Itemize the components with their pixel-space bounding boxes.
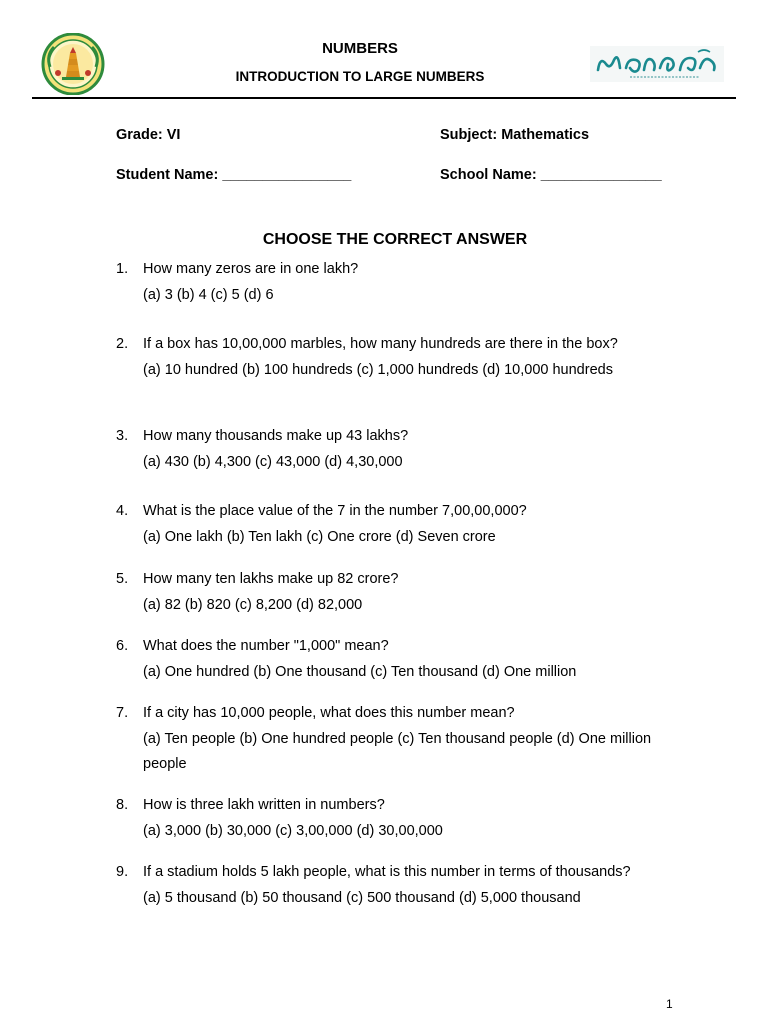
question-number: 7.	[116, 705, 129, 721]
question-text: How many ten lakhs make up 82 crore?	[143, 571, 399, 587]
question-text: If a stadium holds 5 lakh people, what is this number in terms of thousands?	[143, 864, 631, 880]
answer-options: (a) 10 hundred (b) 100 hundreds (c) 1,000 hundreds (d) 10,000 hundreds	[143, 361, 613, 378]
question-number: 5.	[116, 571, 129, 587]
document-subtitle: INTRODUCTION TO LARGE NUMBERS	[235, 69, 485, 84]
page-number: 1	[666, 997, 673, 1011]
subject-label: Subject: Mathematics	[440, 127, 590, 143]
answer-options: (a) 3 (b) 4 (c) 5 (d) 6	[143, 286, 274, 303]
question-text: How many thousands make up 43 lakhs?	[143, 428, 409, 444]
question-item	[116, 332, 676, 383]
question-number: 2.	[116, 336, 129, 352]
question-item	[116, 701, 676, 778]
question-number: 6.	[116, 638, 129, 654]
question-item	[116, 860, 676, 911]
document-title: NUMBERS	[322, 40, 398, 57]
question-text: How many zeros are in one lakh?	[143, 261, 359, 277]
question-item	[116, 567, 676, 618]
header-divider	[32, 97, 736, 99]
question-text: How is three lakh written in numbers?	[143, 797, 385, 813]
question-text: If a city has 10,000 people, what does this number mean?	[143, 705, 515, 721]
answer-options: (a) One lakh (b) Ten lakh (c) One crore (d) Seven crore	[143, 528, 496, 545]
answer-options: (a) 430 (b) 4,300 (c) 43,000 (d) 4,30,000	[143, 453, 403, 470]
question-item	[116, 424, 676, 475]
question-item	[116, 257, 676, 308]
question-number: 4.	[116, 503, 129, 519]
grade-label: Grade: VI	[116, 127, 181, 143]
question-number: 3.	[116, 428, 129, 444]
question-item	[116, 499, 676, 550]
answer-options: (a) 5 thousand (b) 50 thousand (c) 500 thousand (d) 5,000 thousand	[143, 889, 581, 906]
question-text: What is the place value of the 7 in the number 7,00,00,000?	[143, 503, 527, 519]
manarkeni-logo-icon	[590, 46, 724, 82]
question-text: If a box has 10,00,000 marbles, how many hundreds are there in the box?	[143, 336, 618, 352]
student-name-field: Student Name: ________________	[116, 167, 352, 183]
question-item	[116, 634, 676, 685]
question-number: 9.	[116, 864, 129, 880]
school-name-field: School Name: _______________	[440, 167, 662, 183]
question-number: 8.	[116, 797, 129, 813]
answer-options: (a) One hundred (b) One thousand (c) Ten thousand (d) One million	[143, 663, 577, 680]
question-item	[116, 793, 676, 844]
answer-options: (a) 82 (b) 820 (c) 8,200 (d) 82,000	[143, 596, 363, 613]
question-number: 1.	[116, 261, 129, 277]
answer-options: (a) 3,000 (b) 30,000 (c) 3,00,000 (d) 30,00,000	[143, 822, 443, 839]
question-text: What does the number "1,000" mean?	[143, 638, 389, 654]
section-heading: CHOOSE THE CORRECT ANSWER	[262, 231, 528, 248]
answer-options: (a) Ten people (b) One hundred people (c) Ten thousand people (d) One million people	[143, 730, 652, 772]
